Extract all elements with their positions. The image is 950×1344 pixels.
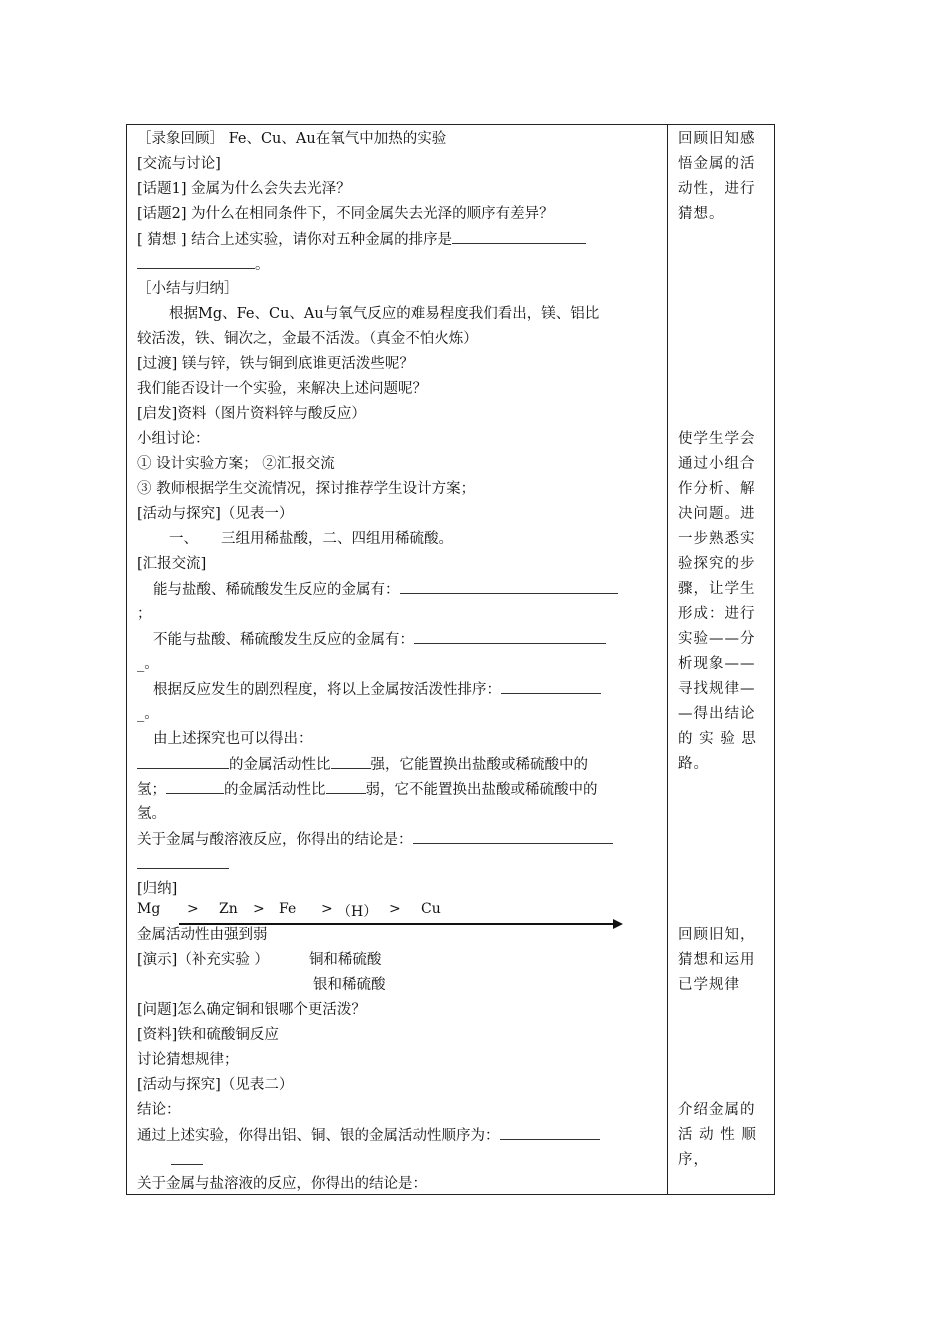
demo-line	[137, 950, 381, 970]
side-a-4: 猜想。	[678, 206, 725, 222]
side-c-3: 已学规律	[678, 977, 740, 993]
acid-conclusion-text: 关于金属与酸溶液反应，你得出的结论是：	[137, 832, 413, 848]
guess-blank-2	[137, 254, 255, 269]
series-zn: Zn	[219, 901, 238, 917]
side-b-2: 通过小组合	[678, 456, 756, 472]
side-a-3: 动性，进行	[678, 181, 756, 197]
side-b-9: 实验——分	[678, 631, 756, 647]
question-line: 我们能否设计一个实验，来解决上述问题呢？	[137, 381, 427, 397]
side-b-12: —得出结论	[678, 706, 756, 722]
video-review-line: ［录象回顾］ Fe、Cu、Au在氧气中加热的实验	[137, 131, 447, 147]
reacting-metals-text: 能与盐酸、稀硫酸发生反应的金属有：	[153, 582, 400, 598]
side-d-2: 活 动 性 顺	[678, 1127, 757, 1143]
series-mg: Mg	[137, 901, 161, 917]
guess-end: 。	[255, 257, 270, 273]
topic-2: [话题2] 为什么在相同条件下，不同金属失去光泽的顺序有差异？	[137, 206, 554, 222]
weaker-text-2: 弱，它不能置换出盐酸或稀硫酸中的	[365, 782, 598, 798]
nonreacting-metals-blank	[414, 629, 606, 644]
side-b-4: 决问题。进	[678, 506, 756, 522]
al-cu-ag-text: 通过上述实验，你得出铝、铜、银的金属活动性顺序为：	[137, 1128, 500, 1144]
stronger-text-2: 强，它能置换出盐酸或稀硫酸中的	[370, 757, 588, 773]
reacting-metals-end: ；	[137, 606, 152, 622]
nonreacting-metals-end: _。	[137, 656, 159, 672]
side-c-2: 猜想和运用	[678, 952, 756, 968]
series-gt-4: >	[389, 901, 401, 917]
side-c-1: 回顾旧知，	[678, 927, 756, 943]
weaker-blank-1	[166, 779, 224, 794]
summary-heading: ［小结与归纳］	[137, 281, 239, 297]
nonreacting-metals-text: 不能与盐酸、稀硫酸发生反应的金属有：	[153, 632, 414, 648]
guess-line	[137, 229, 586, 250]
side-b-3: 作分析、解	[678, 481, 756, 497]
side-a-2: 悟金属的活	[678, 156, 756, 172]
guess-blank	[452, 229, 586, 244]
side-b-14: 路。	[678, 756, 709, 772]
al-cu-ag-blank	[500, 1125, 600, 1140]
nonreacting-metals-line	[153, 629, 606, 650]
side-b-1: 使学生学会	[678, 431, 756, 447]
activity-order-end: _。	[137, 706, 159, 722]
group-assignment: 一、 三组用稀盐酸，二、四组用稀硫酸。	[169, 531, 454, 547]
guess-text: [ 猜想 ] 结合上述实验，请你对五种金属的排序是	[137, 232, 453, 248]
activity-heading-2: [活动与探究]（见表二）	[137, 1077, 294, 1093]
summary-line-2: 较活泼，铁、铜次之，金最不活泼。（真金不怕火炼）	[137, 331, 478, 347]
side-b-8: 形成：进行	[678, 606, 756, 622]
derive-line: 由上述探究也可以得出：	[153, 731, 313, 747]
demo-copper: 铜和稀硫酸	[308, 952, 382, 968]
side-b-5: 一步熟悉实	[678, 531, 756, 547]
stronger-text-1: 的金属活动性比	[229, 757, 331, 773]
material-line: [资料]铁和硫酸铜反应	[137, 1027, 279, 1043]
al-cu-ag-line	[137, 1125, 600, 1146]
side-a-1: 回顾旧知感	[678, 131, 756, 147]
acid-conclusion-line-2	[137, 854, 229, 875]
group-discussion-heading: 小组讨论：	[137, 431, 210, 447]
topic-1: [话题1] 金属为什么会失去光泽？	[137, 181, 351, 197]
demo-heading: [演示]（补充实验 ）	[137, 952, 269, 968]
inspiration-line: [启发]资料（图片资料锌与酸反应）	[137, 406, 366, 422]
group-step-3: ③ 教师根据学生交流情况，探讨推荐学生设计方案；	[137, 481, 476, 497]
side-b-13: 的 实 验 思	[678, 731, 757, 747]
activity-order-text: 根据反应发生的剧烈程度，将以上金属按活泼性排序：	[153, 682, 501, 698]
series-cu: Cu	[421, 901, 441, 917]
series-gt-2: >	[253, 901, 265, 917]
series-gt-1: >	[187, 901, 199, 917]
arrow-head	[613, 919, 623, 929]
side-d-1: 介绍金属的	[678, 1102, 756, 1118]
weaker-text-1: 的金属活动性比	[224, 782, 326, 798]
weaker-line	[137, 779, 598, 800]
series-gt-3: >	[321, 901, 333, 917]
stronger-blank-1	[137, 754, 229, 769]
report-heading: [汇报交流]	[137, 556, 207, 572]
side-b-7: 骤，让学生	[678, 581, 756, 597]
hydrogen-end: 氢。	[137, 806, 166, 822]
activity-order-line	[153, 679, 601, 700]
guess-line-2	[137, 254, 270, 275]
lesson-table	[126, 124, 775, 1195]
stronger-line	[137, 754, 588, 775]
side-d-3: 序，	[678, 1152, 709, 1168]
al-cu-ag-line-2	[171, 1150, 203, 1171]
reacting-metals-line	[153, 579, 618, 600]
acid-conclusion-blank-2	[137, 854, 229, 869]
group-step-1: ① 设计实验方案； ②汇报交流	[137, 456, 335, 472]
salt-conclusion-line: 关于金属与盐溶液的反应，你得出的结论是：	[137, 1176, 427, 1192]
transition-line: [过渡] 镁与锌，铁与铜到底谁更活泼些呢？	[137, 356, 414, 372]
demo-silver: 银和稀硫酸	[313, 977, 386, 993]
series-caption: 金属活动性由强到弱	[137, 927, 268, 943]
summary-line-1: 根据Mg、Fe、Cu、Au与氧气反应的难易程度我们看出，镁、铝比	[169, 306, 600, 322]
weaker-prefix: 氢；	[137, 782, 166, 798]
discuss-guess-line: 讨论猜想规律；	[137, 1052, 239, 1068]
main-column	[127, 125, 667, 1194]
weaker-blank-2	[326, 779, 366, 794]
discussion-heading: [交流与讨论]	[137, 156, 221, 172]
acid-conclusion-line	[137, 829, 613, 850]
conclusion-heading: 结论：	[137, 1102, 181, 1118]
acid-conclusion-blank	[413, 829, 613, 844]
side-column	[668, 125, 774, 1194]
series-h: （H）	[337, 904, 378, 920]
activity-order-blank	[501, 679, 601, 694]
series-fe: Fe	[279, 901, 297, 917]
side-b-6: 验探究的步	[678, 556, 756, 572]
side-b-10: 析现象——	[678, 656, 756, 672]
problem-line: [问题]怎么确定铜和银哪个更活泼？	[137, 1002, 366, 1018]
al-cu-ag-blank-2	[171, 1150, 203, 1165]
activity-heading-1: [活动与探究]（见表一）	[137, 506, 294, 522]
reacting-metals-blank	[400, 579, 618, 594]
induction-heading: [归纳]	[137, 881, 178, 897]
stronger-blank-2	[331, 754, 371, 769]
side-b-11: 寻找规律—	[678, 681, 756, 697]
